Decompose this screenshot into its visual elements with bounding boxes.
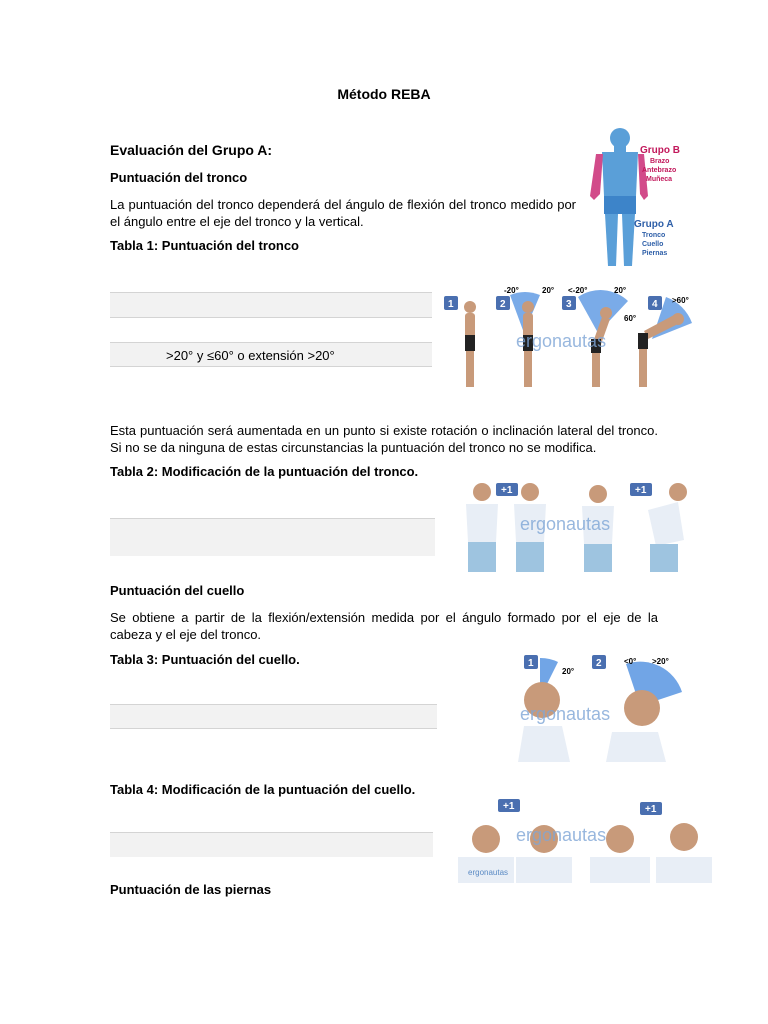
svg-text:3: 3: [566, 299, 572, 310]
angle-label: >60°: [672, 296, 689, 305]
group-b-item: Brazo: [650, 158, 670, 165]
group-a-item: Cuello: [642, 241, 664, 248]
svg-text:2: 2: [500, 299, 506, 310]
trunk-positions-figure: [438, 283, 698, 391]
table-row: [110, 704, 437, 729]
svg-text:1: 1: [528, 658, 534, 669]
trunk-heading: Puntuación del tronco: [110, 170, 248, 185]
angle-label: 20°: [542, 286, 555, 295]
person-figure: [466, 483, 498, 572]
table4: [110, 832, 433, 857]
plus-one-badge: [630, 483, 652, 496]
position-badge: [496, 296, 510, 310]
group-a-item: Tronco: [642, 232, 666, 239]
svg-text:+1: +1: [635, 485, 647, 496]
svg-text:1: 1: [448, 299, 454, 310]
person-figure: [638, 313, 684, 387]
group-b-item: Antebrazo: [642, 167, 677, 174]
position-badge: [592, 655, 606, 669]
angle-label: <-20°: [568, 286, 588, 295]
group-a-item: Piernas: [642, 250, 668, 257]
angle-label: -20°: [504, 286, 519, 295]
table-row: [110, 518, 435, 556]
table2: [110, 518, 435, 556]
neck-heading: Puntuación del cuello: [110, 583, 245, 598]
watermark: ergonautas: [520, 704, 611, 724]
table3: [110, 704, 437, 729]
position-badge: [562, 296, 576, 310]
table-row: [110, 292, 432, 317]
svg-text:+1: +1: [645, 804, 657, 815]
table-row: [110, 317, 432, 342]
position-badge: [524, 655, 538, 669]
table4-caption: Tabla 4: Modificación de la puntuación del cuello.: [110, 782, 416, 797]
svg-text:4: 4: [652, 299, 658, 310]
neck-positions-figure: [500, 652, 700, 762]
trunk-paragraph-1: La puntuación del tronco dependerá del ángulo de flexión del tronco medido por el ángulo entre el eje del tronco y la vertical.: [110, 197, 576, 229]
legs-heading: Puntuación de las piernas: [110, 882, 272, 897]
plus-one-badge: [640, 802, 662, 815]
watermark: ergonautas: [516, 825, 607, 845]
position-badge: [648, 296, 662, 310]
document-title: Método REBA: [337, 86, 431, 102]
table1: [110, 292, 432, 367]
group-b-item: Muñeca: [646, 176, 673, 183]
svg-text:2: 2: [596, 658, 602, 669]
angle-label: >20°: [652, 657, 669, 666]
person-figure: [648, 483, 687, 572]
group-b-title: Grupo B: [640, 145, 680, 156]
trunk-paragraph-2: Esta puntuación será aumentada en un punto si existe rotación o inclinación lateral del tronco. Si no se da ninguna de estas circunstancias la puntuación del tronco no se modifica.: [110, 423, 658, 455]
person-figure: [464, 301, 476, 387]
table-row: [110, 832, 433, 857]
person-figure: [656, 823, 712, 883]
svg-text:ergonautas: ergonautas: [468, 868, 509, 877]
trunk-modifiers-figure: [452, 480, 698, 574]
svg-text:+1: +1: [503, 801, 515, 812]
neck-modifiers-figure: [456, 797, 714, 885]
angle-label: 20°: [614, 286, 627, 295]
watermark: ergonautas: [520, 514, 611, 534]
position-badge: [444, 296, 458, 310]
plus-one-badge: [496, 483, 518, 496]
group-a-heading: Evaluación del Grupo A:: [110, 142, 273, 158]
angle-label: 60°: [624, 314, 637, 323]
angle-label: 20°: [562, 667, 575, 676]
neck-paragraph-1: Se obtiene a partir de la flexión/extensión medida por el ángulo formado por el eje de la cabeza y el eje del tronco.: [110, 610, 658, 642]
plus-one-badge: [498, 799, 520, 812]
angle-label: <0°: [624, 657, 637, 666]
person-figure: [458, 825, 514, 883]
group-a-title: Grupo A: [634, 219, 674, 230]
table-row: >20° y ≤60° o extensión >20°: [110, 342, 432, 367]
svg-text:+1: +1: [501, 485, 513, 496]
body-groups-figure: [584, 124, 694, 272]
person-figure: [606, 690, 666, 762]
watermark: ergonautas: [516, 331, 607, 351]
table2-caption: Tabla 2: Modificación de la puntuación del tronco.: [110, 464, 419, 479]
table3-caption: Tabla 3: Puntuación del cuello.: [110, 652, 300, 667]
table1-caption: Tabla 1: Puntuación del tronco: [110, 238, 299, 253]
